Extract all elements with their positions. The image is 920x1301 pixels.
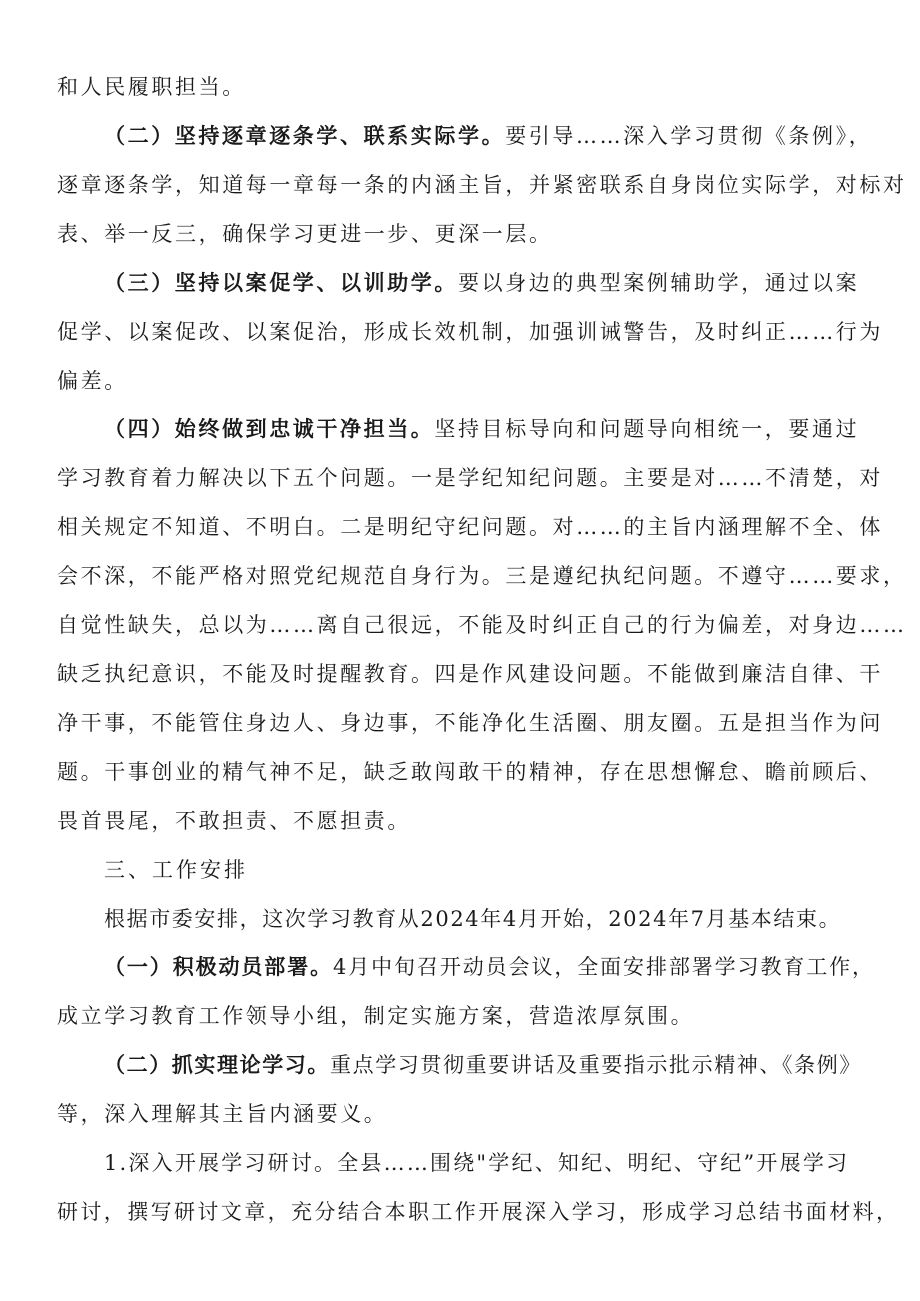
paragraph-line bbox=[57, 806, 867, 836]
paragraph-line bbox=[57, 561, 907, 591]
line-text: 畏首畏尾，不敢担责、不愿担责。 bbox=[57, 809, 411, 833]
line-text: 逐章逐条学，知道每一章每一条的内涵主旨，并紧密联系自身岗位实际学，对标对 bbox=[57, 173, 907, 197]
line-text: 学习教育着力解决以下五个问题。一是学纪知纪问题。主要是对……不清楚，对 bbox=[57, 466, 883, 490]
bold-lead: （二）坚持逐章逐条学、联系实际学。 bbox=[104, 123, 506, 148]
line-text: 题。干事创业的精气神不足，缺乏敢闯敢干的精神，存在思想懈怠、瞻前顾后、 bbox=[57, 760, 883, 784]
line-text: 坚持目标导向和问题导向相统一，要通过 bbox=[434, 417, 860, 441]
paragraph-line bbox=[57, 1099, 867, 1129]
bold-lead: （一）积极动员部署。 bbox=[104, 954, 333, 979]
paragraph-heading-4 bbox=[104, 414, 867, 444]
section-title: 三、工作安排 bbox=[104, 858, 248, 882]
line-text: 和人民履职担当。 bbox=[57, 75, 246, 99]
paragraph-line bbox=[57, 366, 867, 396]
bold-lead: （三）坚持以案促学、以训助学。 bbox=[104, 270, 458, 295]
line-text: 要以身边的典型案例辅助学，通过以案 bbox=[458, 271, 860, 295]
paragraph-line bbox=[57, 757, 883, 787]
paragraph-line bbox=[57, 610, 907, 640]
paragraph-heading-2 bbox=[104, 121, 873, 151]
paragraph-line bbox=[57, 463, 883, 493]
line-text: 自觉性缺失，总以为……离自己很远，不能及时纠正自己的行为偏差，对身边…… bbox=[57, 613, 907, 637]
paragraph-line bbox=[57, 72, 867, 102]
section-heading bbox=[104, 855, 867, 885]
paragraph-heading-2b bbox=[104, 1050, 867, 1080]
line-text: 等，深入理解其主旨内涵要义。 bbox=[57, 1102, 388, 1126]
line-text: 根据市委安排，这次学习教育从2024年4月开始，2024年7月基本结束。 bbox=[104, 907, 842, 931]
line-text: 成立学习教育工作领导小组，制定实施方案，营造浓厚氛围。 bbox=[57, 1004, 695, 1028]
line-text: 促学、以案促改、以案促治，形成长效机制，加强训诫警告，及时纠正……行为 bbox=[57, 320, 883, 344]
line-text: 会不深，不能严格对照党纪规范自身行为。三是遵纪执纪问题。不遵守……要求， bbox=[57, 564, 907, 588]
line-text: 相关规定不知道、不明白。二是明纪守纪问题。对……的主旨内涵理解不全、体 bbox=[57, 515, 883, 539]
paragraph-line bbox=[57, 170, 907, 200]
paragraph-heading-3 bbox=[104, 268, 867, 298]
bold-lead: （四）始终做到忠诚干净担当。 bbox=[104, 416, 435, 441]
paragraph-line bbox=[57, 708, 883, 738]
bold-lead: （二）抓实理论学习。 bbox=[104, 1052, 330, 1077]
line-text: 要引导……深入学习贯彻《条例》， bbox=[505, 124, 873, 148]
line-text: 重点学习贯彻重要讲话及重要指示批示精神、《条例》 bbox=[330, 1053, 862, 1077]
line-text: 表、举一反三，确保学习更进一步、更深一层。 bbox=[57, 222, 553, 246]
paragraph-line bbox=[57, 1001, 867, 1031]
line-text: 净干事，不能管住身边人、身边事，不能净化生活圈、朋友圈。五是担当作为问 bbox=[57, 711, 883, 735]
paragraph-line bbox=[104, 904, 914, 934]
line-text: 研讨，撰写研讨文章，充分结合本职工作开展深入学习，形成学习总结书面材料， bbox=[57, 1200, 900, 1224]
paragraph-line bbox=[104, 1148, 867, 1178]
line-text: 4月中旬召开动员会议，全面安排部署学习教育工作， bbox=[333, 955, 875, 979]
paragraph-line bbox=[57, 317, 883, 347]
line-text: 1.深入开展学习研讨。全县……围绕"学纪、知纪、明纪、守纪”开展学习 bbox=[104, 1151, 850, 1175]
paragraph-heading-1 bbox=[104, 952, 875, 982]
paragraph-line bbox=[57, 1197, 900, 1227]
paragraph-line bbox=[57, 219, 867, 249]
line-text: 偏差。 bbox=[57, 369, 128, 393]
line-text: 缺乏执纪意识，不能及时提醒教育。四是作风建设问题。不能做到廉洁自律、干 bbox=[57, 662, 883, 686]
paragraph-line bbox=[57, 659, 883, 689]
paragraph-line bbox=[57, 512, 883, 542]
